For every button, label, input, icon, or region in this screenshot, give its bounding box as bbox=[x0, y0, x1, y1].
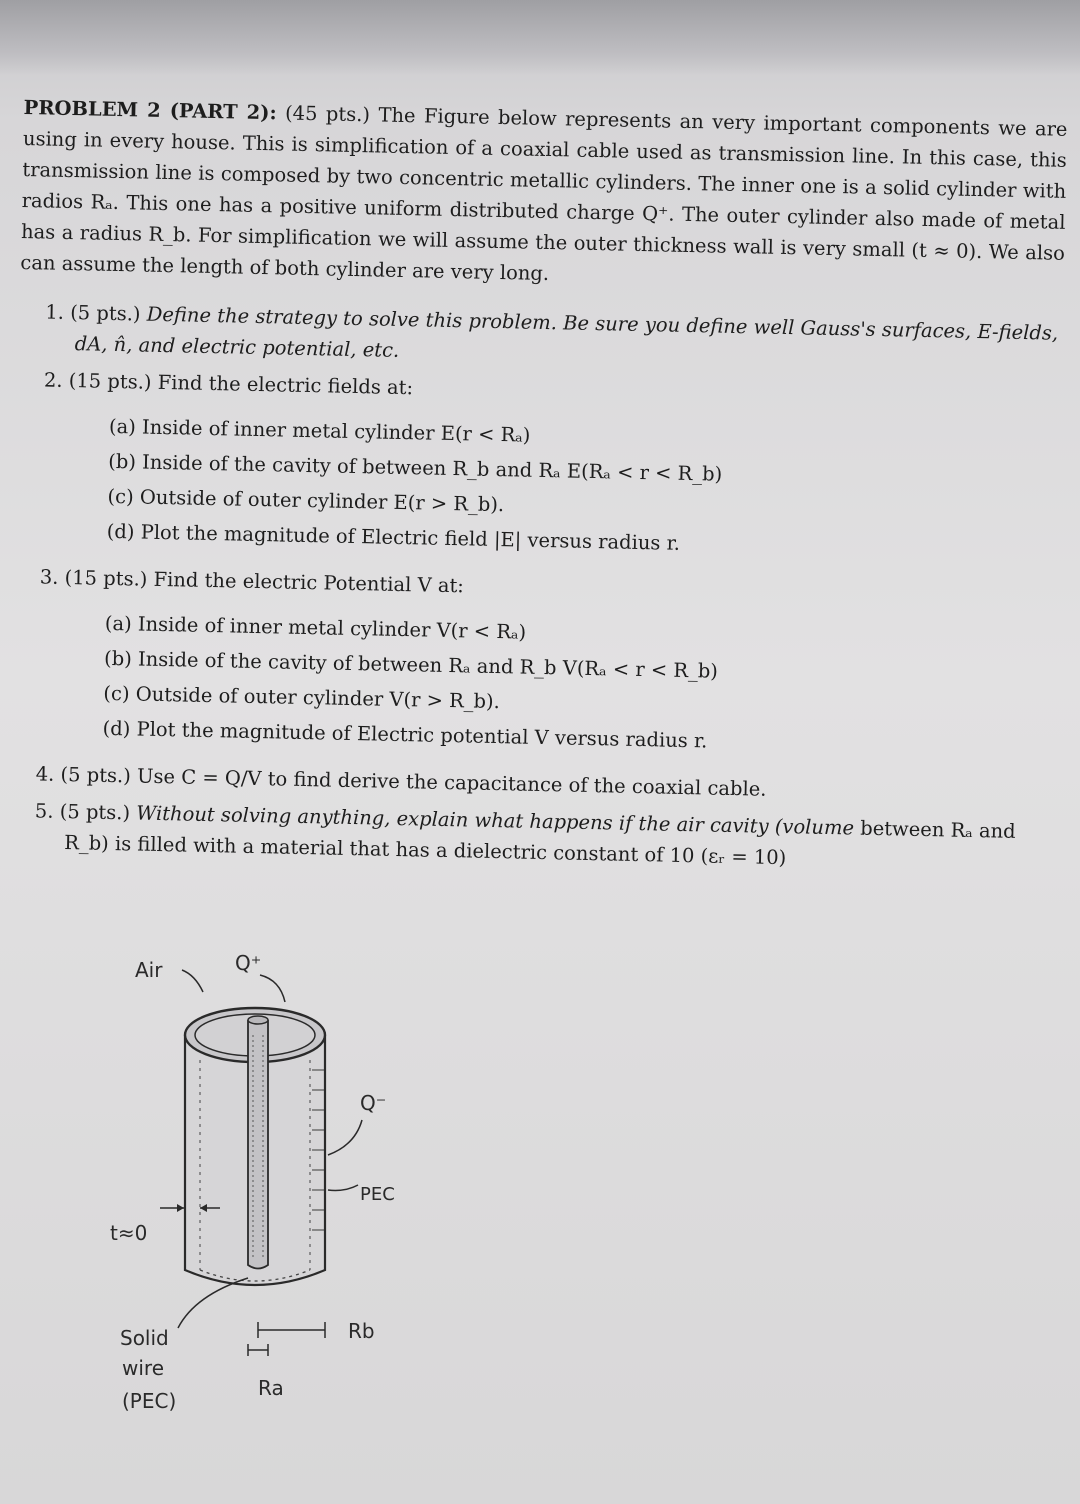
label-t-approx: t≈0 bbox=[110, 1221, 148, 1245]
document-content bbox=[8, 92, 1068, 885]
question-3a: (a) Inside of inner metal cylinder V(r < Rₐ) bbox=[104, 611, 527, 644]
problem-title: PROBLEM 2 (PART 2): bbox=[23, 95, 277, 125]
question-2a: (a) Inside of inner metal cylinder E(r < Rₐ) bbox=[108, 414, 531, 447]
problem-points: (45 pts.) bbox=[284, 101, 371, 127]
coaxial-cable-figure bbox=[100, 950, 440, 1440]
question-2c: (c) Outside of outer cylinder E(r > R_b). bbox=[107, 484, 505, 517]
inner-wire-top bbox=[248, 1016, 268, 1024]
question-4: 4. (5 pts.) Use C = Q/V to find derive the capacitance of the coaxial cable. bbox=[35, 762, 767, 801]
question-3: 3. (15 pts.) Find the electric Potential V at: (a) Inside of inner metal cylinder V(r < Rₐ) (b) Inside of the cavity of between Rₐ and R_b V(Rₐ < r < R_b) (c) Outside of outer cylinder V(r > R_b). (d) Plot the magnitude of Electric potential V versus radius r. bbox=[10, 561, 1058, 766]
question-2: 2. (15 pts.) Find the electric fields at: (a) Inside of inner metal cylinder E(r < Rₐ) (b) Inside of the cavity of between R_b and Rₐ E(Rₐ < r < R_b) (c) Outside of outer cylinder E(r > R_b). (d) Plot the magnitude of Electric field |E| versus radius r. bbox=[14, 364, 1062, 569]
problem-intro bbox=[20, 92, 1068, 300]
label-pec-wire: (PEC) bbox=[122, 1389, 177, 1413]
label-rb: Rb bbox=[348, 1319, 375, 1343]
inner-wire-body bbox=[248, 1020, 268, 1269]
label-air: Air bbox=[135, 958, 163, 982]
top-shadow bbox=[0, 0, 1080, 75]
label-q-minus: Q⁻ bbox=[360, 1091, 387, 1115]
question-3d: (d) Plot the magnitude of Electric potential V versus radius r. bbox=[102, 716, 708, 753]
question-3c: (c) Outside of outer cylinder V(r > R_b). bbox=[103, 681, 501, 714]
question-2-sublist bbox=[106, 409, 1061, 569]
question-3-sublist bbox=[102, 606, 1057, 766]
question-1: 1. (5 pts.) Define the strategy to solve this problem. Be sure you define well Gauss's surfaces, E-fields, dA, n̂, and electric potential, etc. bbox=[45, 300, 1059, 362]
question-5: 5. (5 pts.) Without solving anything, explain what happens if the air cavity (volume between Rₐ and R_b) is filled with a material that has a dielectric constant of 10 (εᵣ = 10) bbox=[34, 799, 1016, 870]
question-3b: (b) Inside of the cavity of between Rₐ and R_b V(Rₐ < r < R_b) bbox=[103, 646, 719, 683]
label-pec: PEC bbox=[360, 1184, 395, 1205]
question-2d: (d) Plot the magnitude of Electric field |E| versus radius r. bbox=[106, 519, 681, 555]
question-list bbox=[8, 296, 1064, 879]
label-ra: Ra bbox=[258, 1376, 284, 1400]
label-solid: Solid bbox=[120, 1326, 169, 1350]
problem-text: The Figure below represents an very important components we are using in every house. This is simplification of a coaxial cable used as transmission line. In this case, this transmission line is composed by two concentric metallic cylinders. The inner one is a solid cylinder with radios Rₐ. This one has a positive uniform distributed charge Q⁺. The outer cylinder also made of metal has a radius R_b. For simplification we will assume the outer thickness wall is very small (t ≈ 0). We also can assume the length of both cylinder are very long. bbox=[20, 103, 1068, 286]
question-2b: (b) Inside of the cavity of between R_b and Rₐ E(Rₐ < r < R_b) bbox=[108, 449, 723, 486]
label-q-plus: Q⁺ bbox=[235, 951, 262, 975]
label-wire: wire bbox=[122, 1356, 165, 1380]
